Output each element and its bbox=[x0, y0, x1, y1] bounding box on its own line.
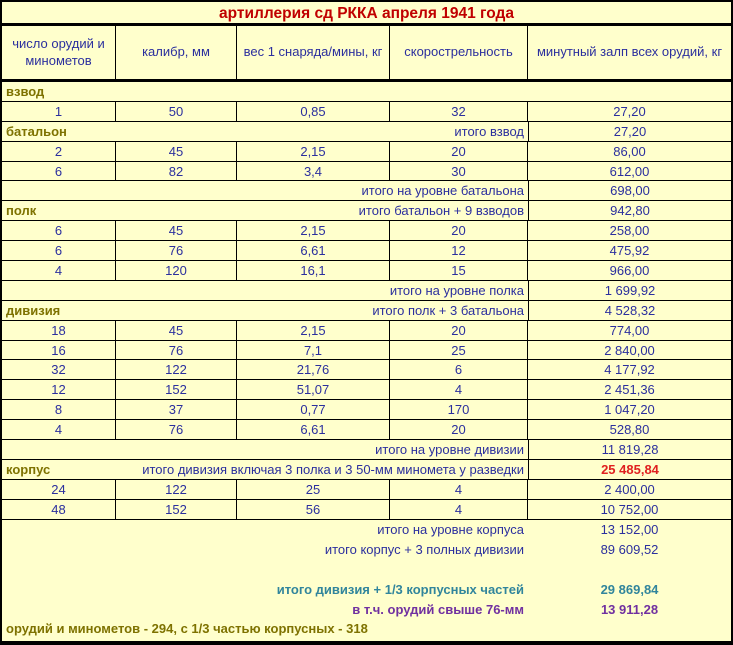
data-cell: 20 bbox=[390, 221, 528, 240]
data-cell: 82 bbox=[116, 162, 237, 181]
total-label: итого дивизия включая 3 полка и 3 50-мм миномета у разведки bbox=[142, 461, 524, 477]
total-label-zone bbox=[2, 301, 528, 320]
table-row bbox=[2, 261, 731, 281]
total-value: 1 699,92 bbox=[528, 281, 731, 300]
data-cell: 774,00 bbox=[609, 322, 650, 338]
data-cell: 86,00 bbox=[613, 143, 646, 159]
data-cell: 45 bbox=[116, 221, 237, 240]
table-body bbox=[2, 82, 731, 639]
data-cell: 12 bbox=[390, 241, 528, 260]
table-row bbox=[2, 440, 731, 460]
data-cell: 4 bbox=[390, 480, 528, 499]
data-cell: 966,00 bbox=[609, 262, 650, 278]
table-row bbox=[2, 480, 731, 500]
total-value: 27,20 bbox=[528, 122, 731, 141]
data-cell: 122 bbox=[116, 360, 237, 379]
total-label-zone bbox=[2, 122, 528, 141]
total-value: 698,00 bbox=[528, 181, 731, 200]
column-header: скорострельность bbox=[390, 26, 528, 79]
table-row bbox=[2, 380, 731, 400]
section-header: дивизия bbox=[6, 302, 61, 318]
total-label-zone bbox=[2, 599, 528, 619]
total-label-zone bbox=[2, 201, 528, 220]
data-cell: 76 bbox=[116, 341, 237, 360]
table-row bbox=[2, 539, 731, 559]
table-row bbox=[2, 400, 731, 420]
data-cell: 16,1 bbox=[237, 261, 390, 280]
total-label: итого батальон + 9 взводов bbox=[358, 203, 524, 219]
data-cell: 27,20 bbox=[613, 103, 646, 119]
total-value: 89 609,52 bbox=[600, 541, 659, 557]
data-cell: 21,76 bbox=[237, 360, 390, 379]
data-cell: 6,61 bbox=[237, 420, 390, 439]
data-cell: 76 bbox=[116, 241, 237, 260]
data-cell: 1 bbox=[2, 102, 116, 121]
data-cell: 37 bbox=[116, 400, 237, 419]
data-cell: 16 bbox=[2, 341, 116, 360]
data-cell: 45 bbox=[116, 142, 237, 161]
table-row bbox=[2, 142, 731, 162]
table-row bbox=[2, 122, 731, 142]
total-value: 29 869,84 bbox=[600, 581, 659, 597]
data-cell: 4 177,92 bbox=[604, 362, 655, 378]
data-cell: 122 bbox=[116, 480, 237, 499]
table-row bbox=[2, 241, 731, 261]
data-cell: 76 bbox=[116, 420, 237, 439]
data-cell: 4 bbox=[390, 500, 528, 519]
data-cell: 25 bbox=[237, 480, 390, 499]
table-row bbox=[2, 162, 731, 182]
table-row bbox=[2, 201, 731, 221]
column-header: вес 1 снаряда/мины, кг bbox=[237, 26, 390, 79]
column-header: калибр, мм bbox=[116, 26, 237, 79]
table-row bbox=[2, 301, 731, 321]
total-value: 13 152,00 bbox=[600, 522, 659, 538]
data-cell: 48 bbox=[2, 500, 116, 519]
total-label-zone bbox=[2, 539, 528, 559]
table-row bbox=[2, 579, 731, 599]
total-label-zone bbox=[2, 579, 528, 599]
data-cell: 32 bbox=[2, 360, 116, 379]
footer-note: орудий и минометов - 294, с 1/3 частью корпусных - 318 bbox=[6, 621, 368, 637]
data-cell: 20 bbox=[390, 420, 528, 439]
table-row bbox=[2, 520, 731, 540]
total-label-zone bbox=[2, 460, 528, 479]
data-cell: 2 400,00 bbox=[604, 481, 655, 497]
data-cell: 0,77 bbox=[237, 400, 390, 419]
data-cell: 2 840,00 bbox=[604, 342, 655, 358]
data-cell: 32 bbox=[390, 102, 528, 121]
total-label: итого взвод bbox=[454, 123, 524, 139]
column-header: число орудий и минометов bbox=[2, 26, 116, 79]
table-row bbox=[2, 321, 731, 341]
data-cell: 475,92 bbox=[609, 243, 650, 259]
table-row bbox=[2, 500, 731, 520]
data-cell: 6 bbox=[390, 360, 528, 379]
data-cell: 4 bbox=[390, 380, 528, 399]
data-cell: 30 bbox=[390, 162, 528, 181]
data-cell: 528,80 bbox=[609, 422, 650, 438]
data-cell: 2,15 bbox=[237, 142, 390, 161]
data-cell: 6 bbox=[2, 162, 116, 181]
table-row bbox=[2, 341, 731, 361]
table-row bbox=[2, 559, 731, 579]
data-cell: 4 bbox=[2, 420, 116, 439]
data-cell: 51,07 bbox=[237, 380, 390, 399]
total-value: 13 911,28 bbox=[600, 601, 659, 617]
total-label: итого дивизия + 1/3 корпусных частей bbox=[276, 581, 524, 597]
data-cell: 10 752,00 bbox=[600, 501, 659, 517]
data-cell: 24 bbox=[2, 480, 116, 499]
data-cell: 18 bbox=[2, 321, 116, 340]
total-label-zone bbox=[2, 181, 528, 200]
total-value: 4 528,32 bbox=[528, 301, 731, 320]
data-cell: 2,15 bbox=[237, 221, 390, 240]
data-cell: 170 bbox=[390, 400, 528, 419]
table-row bbox=[2, 460, 731, 480]
page-title: артиллерия сд РККА апреля 1941 года bbox=[2, 2, 731, 26]
total-label: итого на уровне полка bbox=[389, 282, 524, 298]
data-cell: 152 bbox=[116, 500, 237, 519]
table-row bbox=[2, 360, 731, 380]
data-cell: 6 bbox=[2, 221, 116, 240]
data-cell: 0,85 bbox=[237, 102, 390, 121]
data-cell: 612,00 bbox=[609, 163, 650, 179]
data-cell: 6,61 bbox=[237, 241, 390, 260]
data-cell: 1 047,20 bbox=[604, 402, 655, 418]
section-header: полк bbox=[6, 203, 37, 219]
total-value: 942,80 bbox=[528, 201, 731, 220]
total-value: 11 819,28 bbox=[528, 440, 731, 459]
data-cell: 20 bbox=[390, 142, 528, 161]
table-row bbox=[2, 619, 731, 639]
total-label-zone bbox=[2, 440, 528, 459]
total-value: 25 485,84 bbox=[528, 460, 731, 479]
section-header: батальон bbox=[6, 123, 67, 139]
data-cell: 3,4 bbox=[237, 162, 390, 181]
data-cell: 8 bbox=[2, 400, 116, 419]
data-cell: 7,1 bbox=[237, 341, 390, 360]
table-row bbox=[2, 281, 731, 301]
data-cell: 15 bbox=[390, 261, 528, 280]
data-cell: 25 bbox=[390, 341, 528, 360]
table-row bbox=[2, 82, 731, 102]
section-header: взвод bbox=[6, 83, 45, 99]
data-cell: 2,15 bbox=[237, 321, 390, 340]
total-label: в т.ч. орудий свыше 76-мм bbox=[352, 601, 524, 617]
data-cell: 4 bbox=[2, 261, 116, 280]
data-cell: 258,00 bbox=[609, 223, 650, 239]
data-cell: 56 bbox=[237, 500, 390, 519]
table-row bbox=[2, 102, 731, 122]
data-cell: 2 451,36 bbox=[604, 382, 655, 398]
section-header: корпус bbox=[6, 461, 51, 477]
total-label-zone bbox=[2, 520, 528, 540]
data-cell: 2 bbox=[2, 142, 116, 161]
data-cell: 120 bbox=[116, 261, 237, 280]
data-cell: 20 bbox=[390, 321, 528, 340]
table-row bbox=[2, 181, 731, 201]
total-label: итого полк + 3 батальона bbox=[372, 302, 524, 318]
data-cell: 50 bbox=[116, 102, 237, 121]
data-cell: 152 bbox=[116, 380, 237, 399]
table-row bbox=[2, 221, 731, 241]
total-label-zone bbox=[2, 281, 528, 300]
header-row bbox=[2, 26, 731, 82]
table-row bbox=[2, 599, 731, 619]
total-label: итого корпус + 3 полных дивизии bbox=[324, 541, 524, 557]
data-cell: 45 bbox=[116, 321, 237, 340]
table-row bbox=[2, 420, 731, 440]
total-label: итого на уровне корпуса bbox=[377, 522, 524, 538]
data-cell: 6 bbox=[2, 241, 116, 260]
total-label: итого на уровне дивизии bbox=[375, 441, 524, 457]
total-label: итого на уровне батальона bbox=[361, 183, 524, 199]
data-cell: 12 bbox=[2, 380, 116, 399]
column-header: минутный залп всех орудий, кг bbox=[536, 44, 723, 60]
